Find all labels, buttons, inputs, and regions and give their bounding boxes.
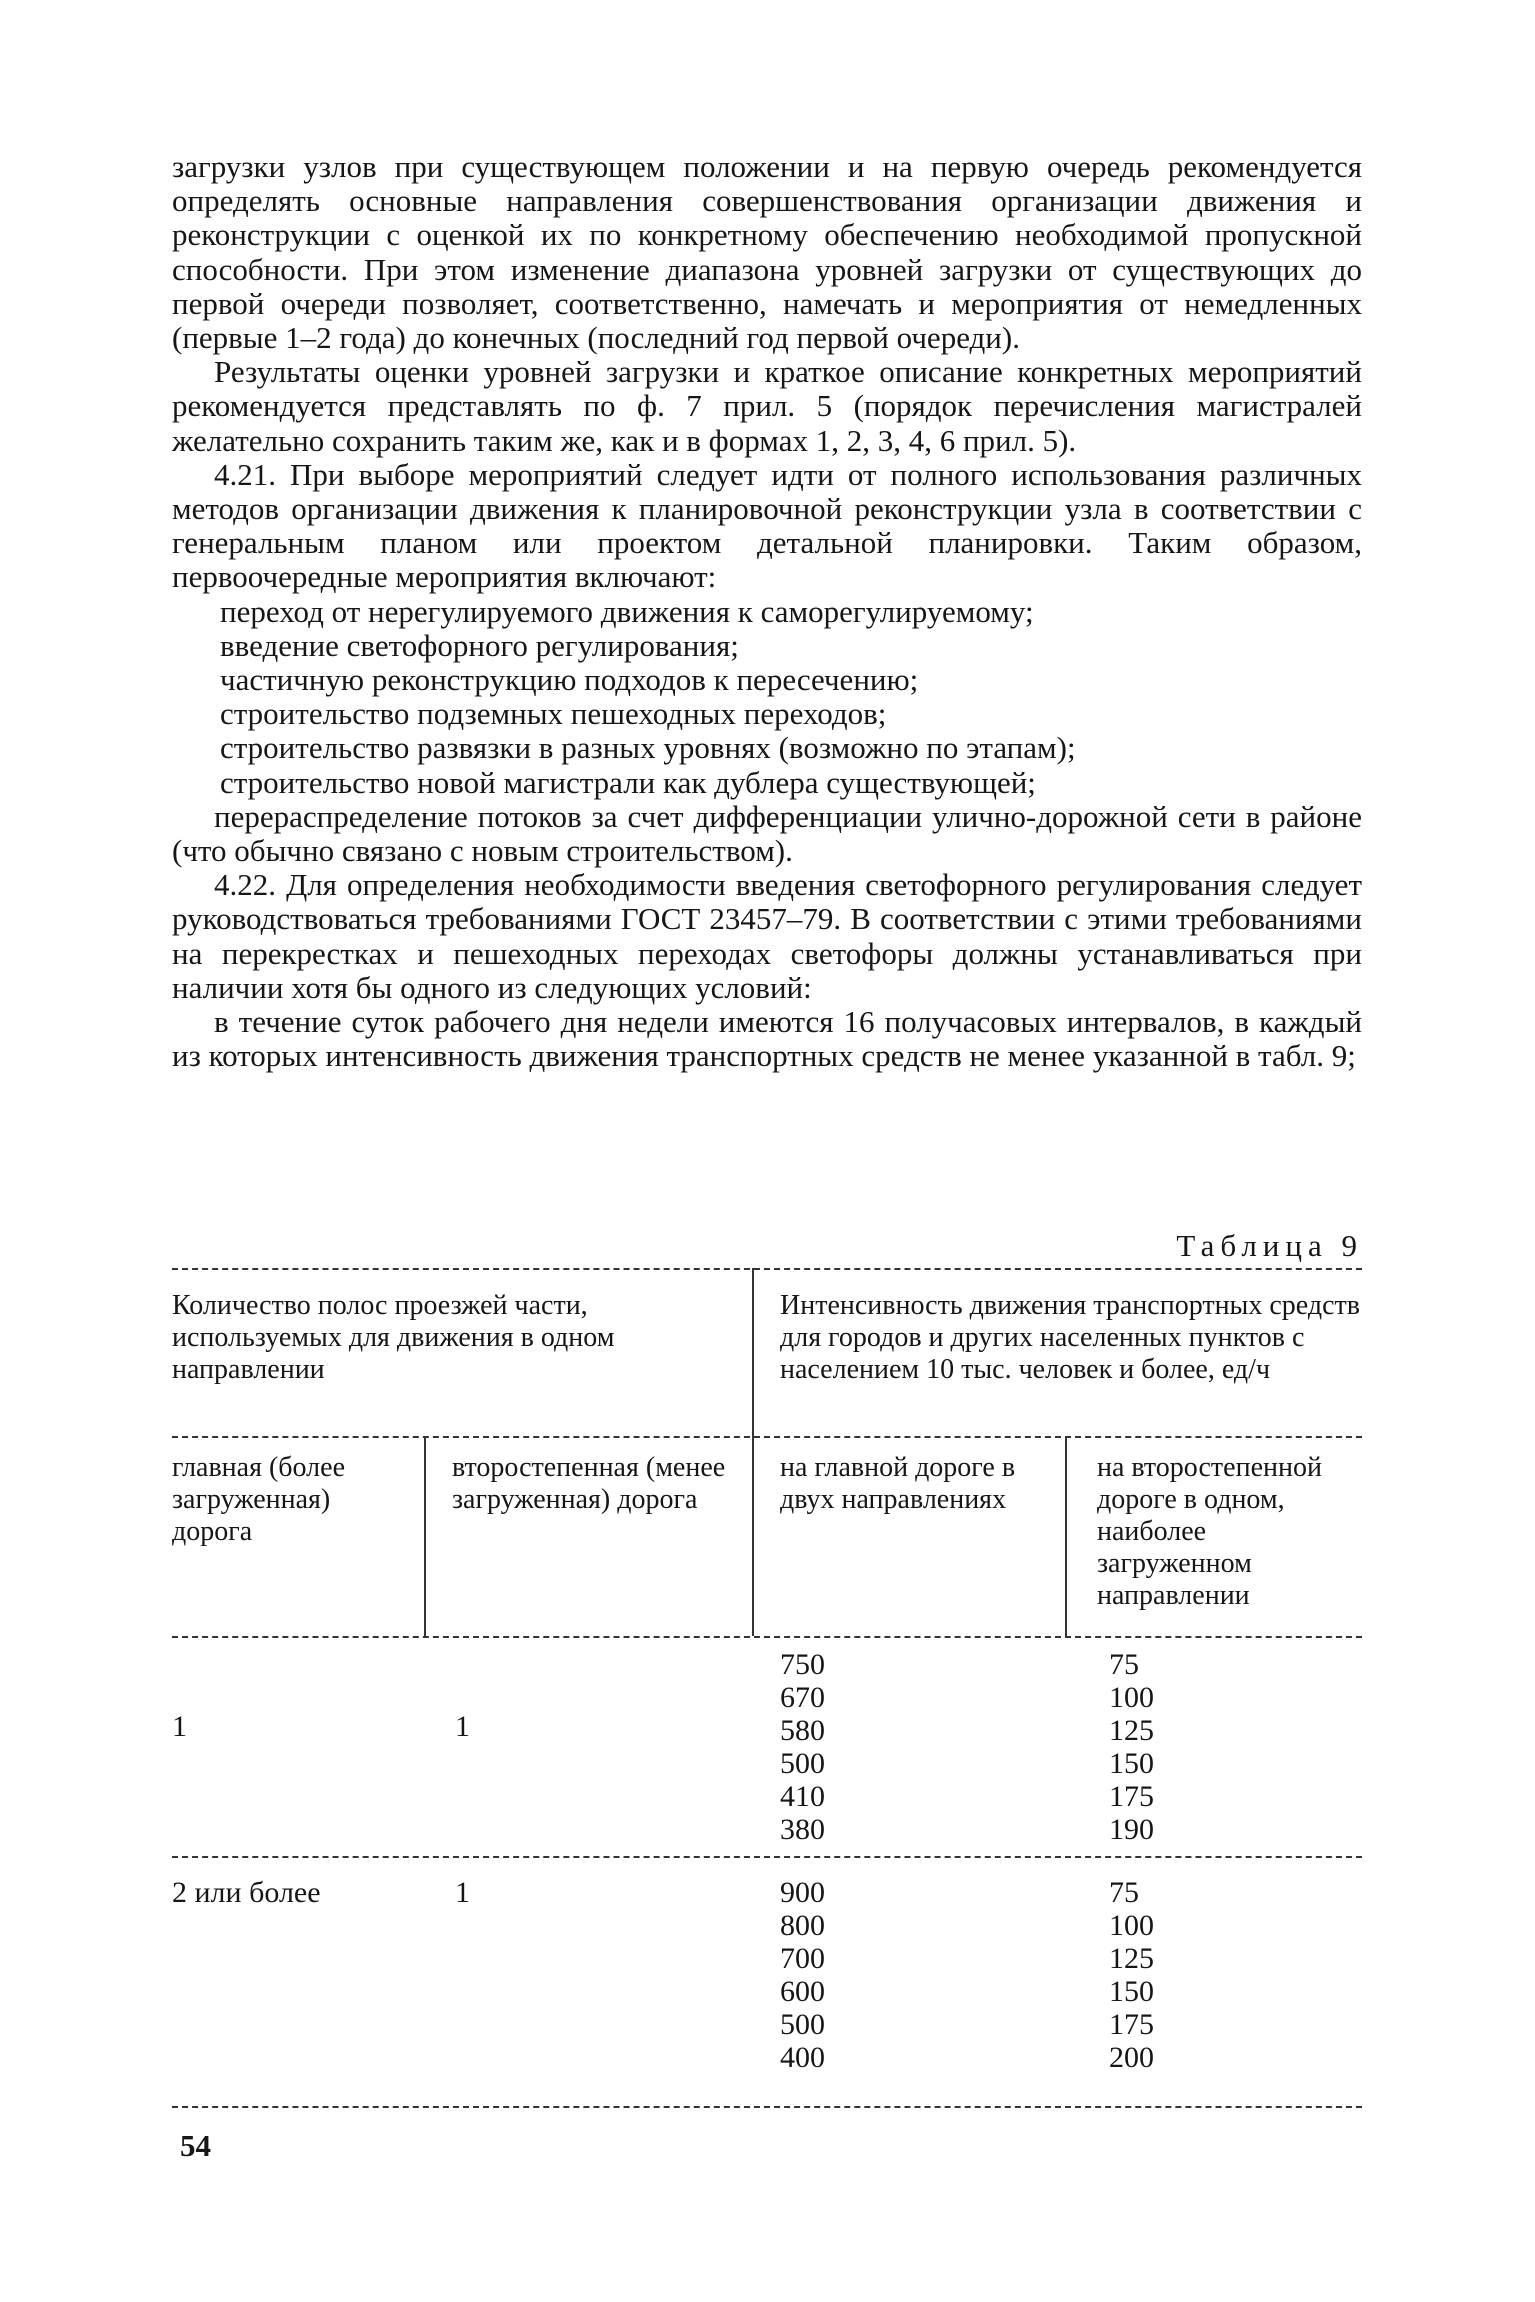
table-rule-vertical bbox=[1065, 1436, 1067, 1636]
group-1-main-lanes: 1 bbox=[172, 1710, 187, 1743]
table-rule-vertical bbox=[424, 1436, 426, 1636]
header-intensity: Интенсивность движения транспортных средств для городов и других населенных пунктов с населением 10 тыс. человек и более, ед/ч bbox=[780, 1290, 1360, 1385]
subheader-main-flow: на главной дороге в двух направлениях bbox=[780, 1452, 1016, 1515]
body-text bbox=[172, 150, 1362, 1073]
measure-item-last: перераспределение потоков за счет дифференциации улично-дорожной сети в районе (что обычно связано с новым строительством). bbox=[172, 798, 1362, 869]
table-cell: 380 bbox=[780, 1813, 825, 1846]
group-2-secondary-lanes: 1 bbox=[455, 1876, 470, 1909]
subheader-secondary-road: второстепенная (менее загруженная) дорога bbox=[452, 1452, 726, 1515]
table-cell: 580 bbox=[780, 1714, 825, 1747]
measure-item: строительство подземных пешеходных переходов; bbox=[220, 696, 887, 732]
table-cell: 75 bbox=[1109, 1876, 1139, 1909]
measure-item: введение светофорного регулирования; bbox=[220, 627, 739, 663]
table-rule-top bbox=[172, 1268, 1362, 1270]
table-cell: 750 bbox=[780, 1648, 825, 1681]
table-cell: 600 bbox=[780, 1975, 825, 2008]
table-cell: 175 bbox=[1109, 2008, 1154, 2041]
group-1-main-flow-list bbox=[780, 1648, 825, 1846]
table-cell: 410 bbox=[780, 1780, 825, 1813]
table-cell: 200 bbox=[1109, 2041, 1154, 2074]
table-cell: 125 bbox=[1109, 1942, 1154, 1975]
paragraph-4-22: 4.22. Для определения необходимости введения светофорного регулирования следует руководствоваться требованиями ГОСТ 23457–79. В соответствии с этими требованиями на перекрестках и пешеходных переходах светофоры должны устанавливаться при наличии хотя бы одного из следующих условий: bbox=[172, 867, 1362, 1005]
table-cell: 900 bbox=[780, 1876, 825, 1909]
table-cell: 175 bbox=[1109, 1780, 1154, 1813]
table-rule-subheader bbox=[172, 1636, 1362, 1638]
measure-item: строительство развязки в разных уровнях (возможно по этапам); bbox=[220, 730, 1076, 766]
table-cell: 75 bbox=[1109, 1648, 1139, 1681]
page-number: 54 bbox=[180, 2128, 211, 2163]
group-1-secondary-flow-list bbox=[1109, 1648, 1154, 1846]
measure-item: частичную реконструкцию подходов к пересечению; bbox=[220, 662, 919, 698]
header-lanes: Количество полос проезжей части, используемых для движения в одном направлении bbox=[172, 1290, 615, 1385]
group-2-main-flow-list bbox=[780, 1876, 825, 2074]
table-cell: 100 bbox=[1109, 1909, 1154, 1942]
paragraph-load-levels: загрузки узлов при существующем положении и на первую очередь рекомендуется определять основные направления совершенствования организации движения и реконструкции с оценкой их по конкретному обеспечению необходимой пропускной способности. При этом изменение диапазона уровней загрузки от существующих до первой очереди позволяет, соответственно, намечать и мероприятия от немедленных (первые 1–2 года) до конечных (последний год первой очереди). bbox=[172, 149, 1362, 356]
table-cell: 125 bbox=[1109, 1714, 1154, 1747]
table-cell: 700 bbox=[780, 1942, 825, 1975]
measure-item: строительство новой магистрали как дублера существующей; bbox=[220, 764, 1036, 800]
table-rule-bottom bbox=[172, 2106, 1362, 2108]
group-1-secondary-lanes: 1 bbox=[455, 1710, 470, 1743]
table-rule-vertical bbox=[752, 1268, 754, 1636]
subheader-main-road: главная (более загруженная) дорога bbox=[172, 1452, 346, 1547]
table-cell: 190 bbox=[1109, 1813, 1154, 1846]
table-cell: 100 bbox=[1109, 1681, 1154, 1714]
table-rule-group bbox=[172, 1856, 1362, 1858]
measure-item: переход от нерегулируемого движения к саморегулируемому; bbox=[220, 593, 1034, 629]
table-cell: 150 bbox=[1109, 1747, 1154, 1780]
table-cell: 670 bbox=[780, 1681, 825, 1714]
paragraph-4-21: 4.21. При выборе мероприятий следует идти от полного использования различных методов организации движения к планировочной реконструкции узла в соответствии с генеральным планом или проектом детальной планировки. Таким образом, первоочередные мероприятия включают: bbox=[172, 456, 1362, 595]
table-cell: 500 bbox=[780, 1747, 825, 1780]
paragraph-results: Результаты оценки уровней загрузки и краткое описание конкретных мероприятий рекомендуется представлять по ф. 7 прил. 5 (порядок перечисления магистралей желательно сохранить таким же, как и в формах 1, 2, 3, 4, 6 прил. 5). bbox=[172, 354, 1362, 458]
table-caption: Таблица 9 bbox=[1176, 1228, 1363, 1263]
group-2-secondary-flow-list bbox=[1109, 1876, 1154, 2074]
group-2-main-lanes: 2 или более bbox=[172, 1876, 321, 1909]
table-rule-header bbox=[172, 1436, 1362, 1438]
table-cell: 800 bbox=[780, 1909, 825, 1942]
subheader-secondary-flow: на второстепенной дороге в одном, наиболее загруженном направлении bbox=[1097, 1452, 1322, 1611]
table-cell: 400 bbox=[780, 2041, 825, 2074]
table-cell: 150 bbox=[1109, 1975, 1154, 2008]
traffic-intensity-table bbox=[172, 1268, 1362, 2110]
paragraph-condition: в течение суток рабочего дня недели имеются 16 получасовых интервалов, в каждый из которых интенсивность движения транспортных средств не менее указанной в табл. 9; bbox=[172, 1004, 1362, 1074]
table-cell: 500 bbox=[780, 2008, 825, 2041]
